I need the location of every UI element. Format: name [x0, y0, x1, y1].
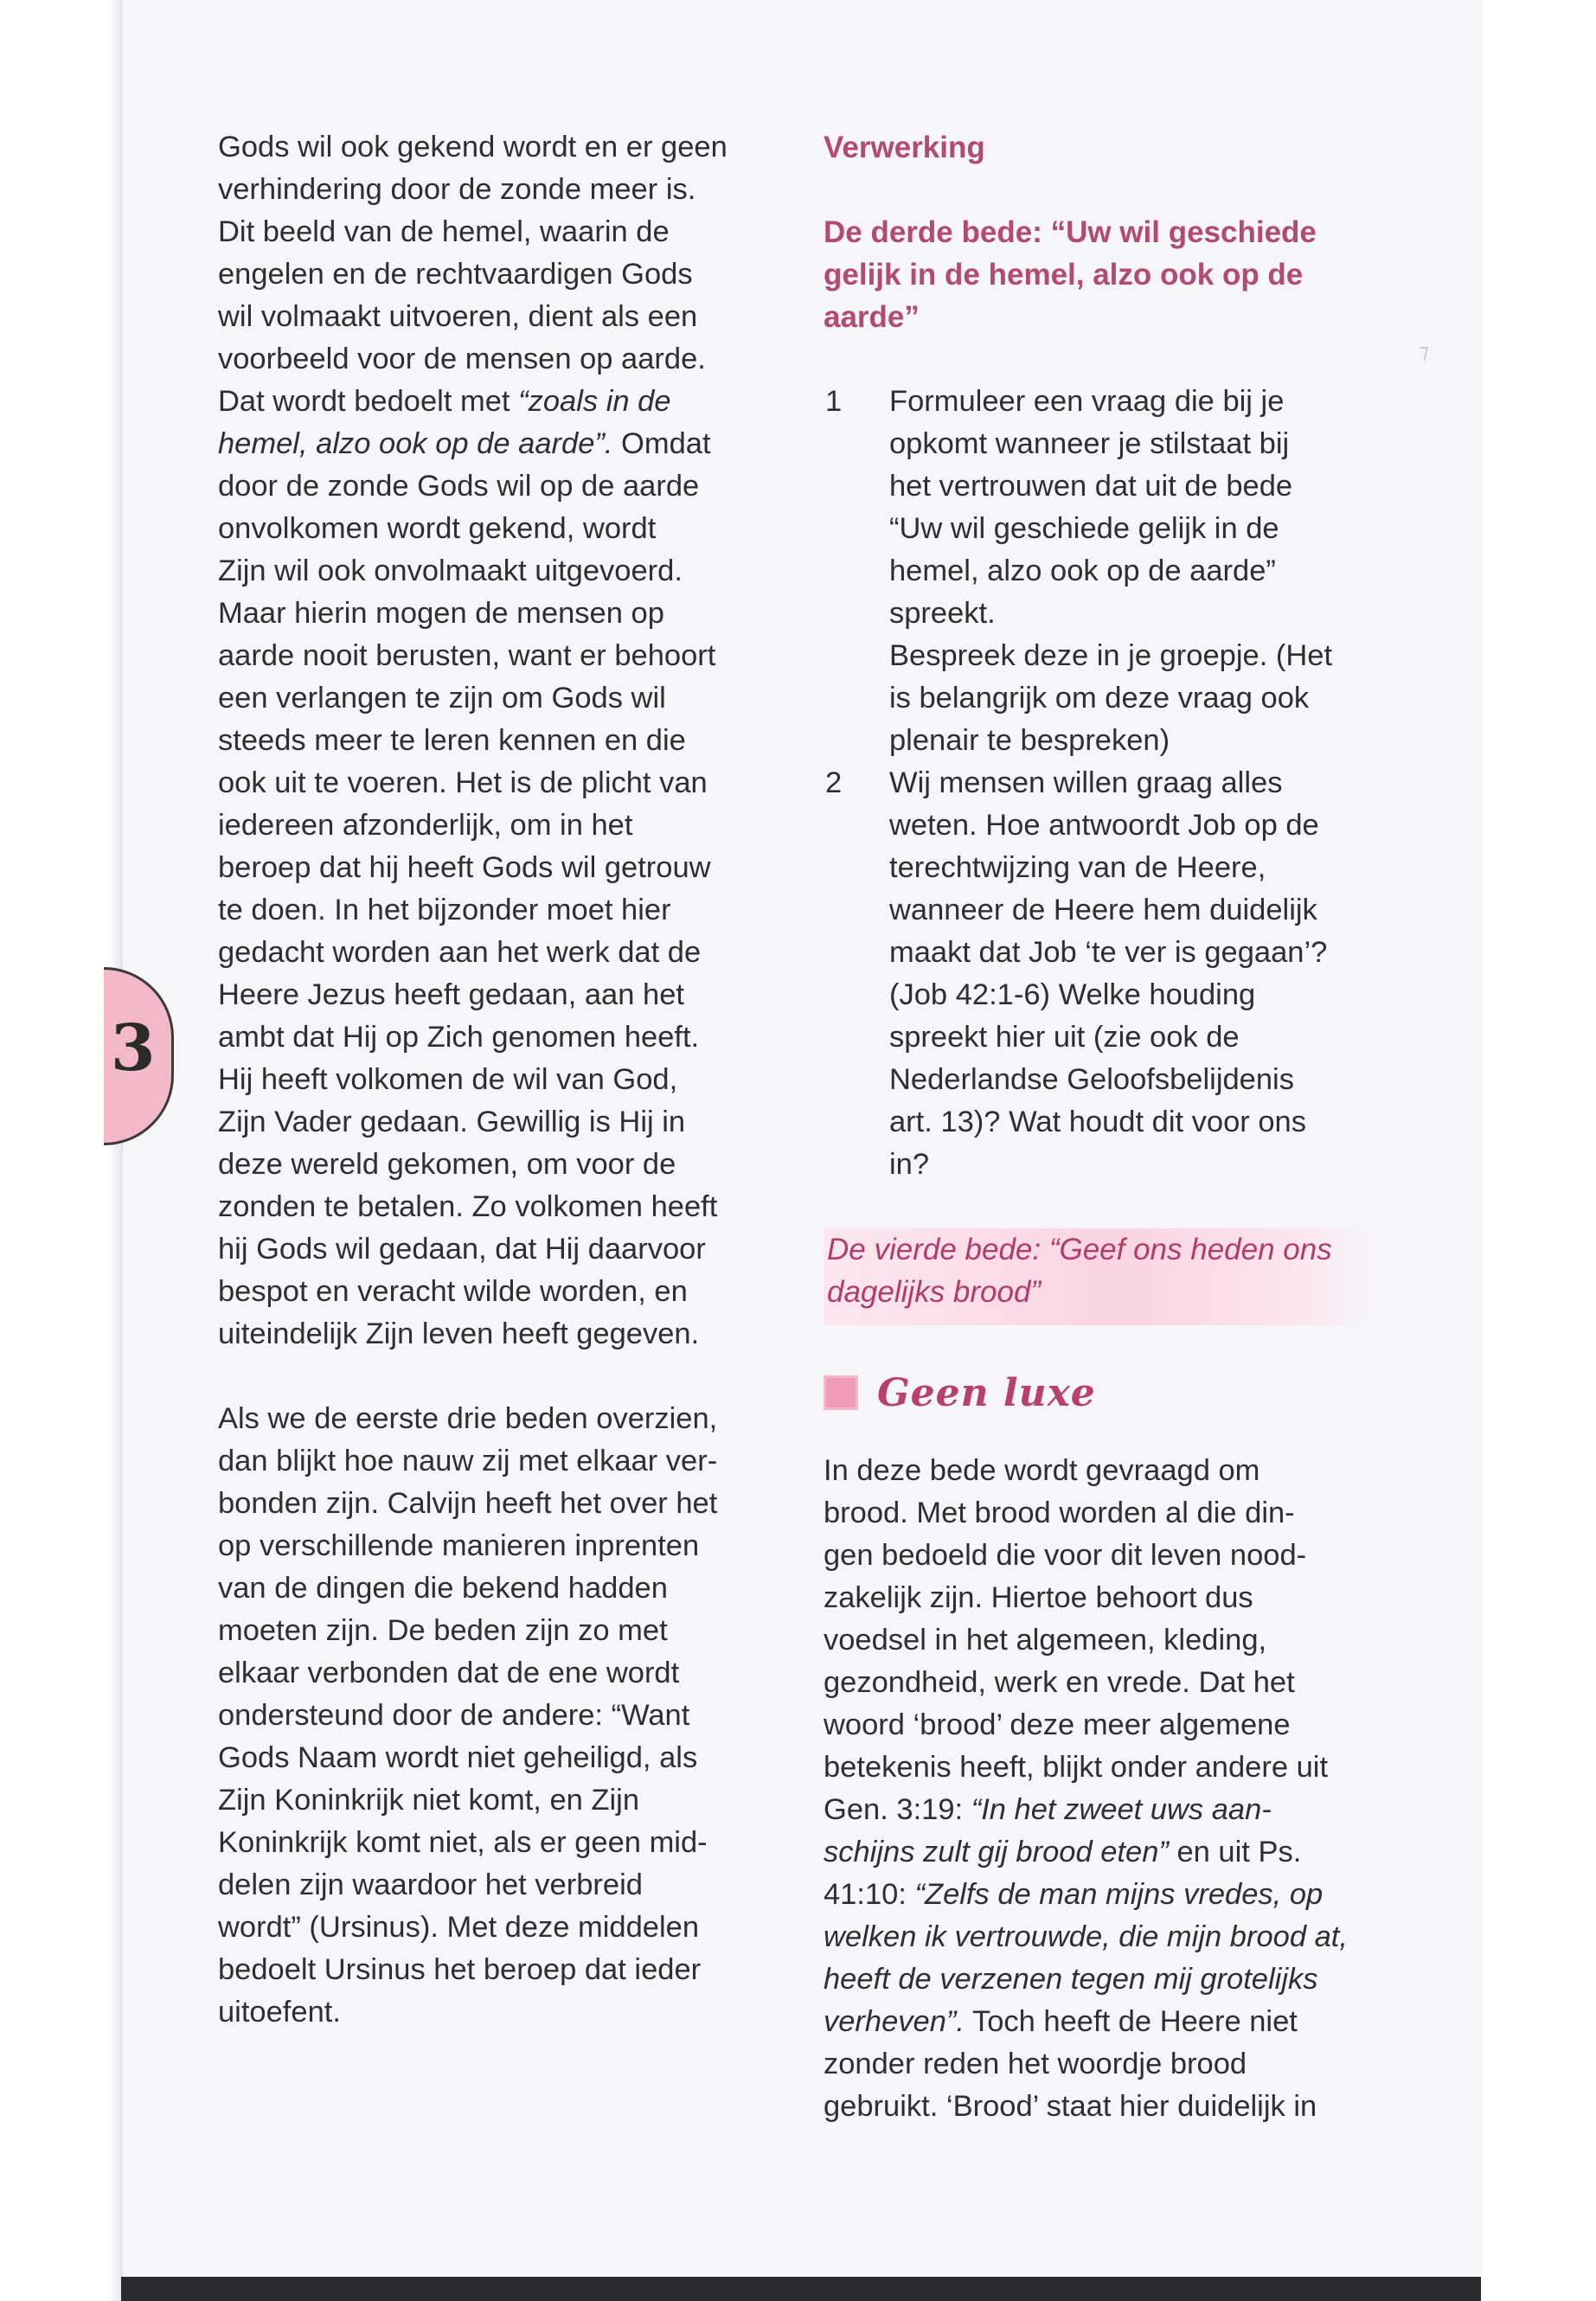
question-list [824, 381, 1360, 1186]
band-line: dagelijks brood” [827, 1275, 1042, 1309]
section-heading-verwerking: Verwerking [824, 131, 985, 164]
text-line: Koninkrijk komt niet, als er geen mid- [218, 1826, 708, 1859]
text-line: Wij mensen willen graag alles [889, 766, 1283, 799]
text-line: aarde nooit berusten, want er behoort [218, 639, 716, 672]
text-line: Gods wil ook gekend wordt en er geen [218, 131, 727, 163]
text-line: Nederlandse Geloofsbelijdenis [889, 1063, 1294, 1096]
text-line [824, 1789, 1360, 1831]
text-line: elkaar verbonden dat de ene wordt [218, 1657, 680, 1689]
text-line: (Job 42:1-6) Welke houding [889, 978, 1256, 1011]
text-line: weten. Hoe antwoordt Job op de [889, 809, 1319, 842]
text-line: woord ‘brood’ deze meer algemene [824, 1708, 1291, 1741]
text-line: Zijn Vader gedaan. Gewillig is Hij in [218, 1106, 686, 1138]
quote-run: verheven”. [824, 2005, 965, 2038]
text-line: bonden zijn. Calvijn heeft het over het [218, 1487, 718, 1520]
text-line: brood. Met brood worden al die din- [824, 1497, 1295, 1529]
text-line: deze wereld gekomen, om voor de [218, 1148, 676, 1181]
text-line: In deze bede wordt gevraagd om [824, 1454, 1260, 1487]
text-line: beroep dat hij heeft Gods wil getrouw [218, 851, 711, 884]
text-line: uitoefent. [218, 1996, 341, 2029]
text-line: dan blijkt hoe nauw zij met elkaar ver- [218, 1445, 718, 1477]
text-line [824, 1831, 1360, 1874]
text-line: gebruikt. ‘Brood’ staat hier duidelijk in [824, 2090, 1317, 2123]
text-line: plenair te bespreken) [889, 724, 1170, 757]
quote-run: “Zelfs de man mijns vredes, op [914, 1878, 1324, 1911]
text-line: wordt” (Ursinus). Met deze middelen [218, 1911, 700, 1944]
text-line: is belangrijk om deze vraag ook [889, 682, 1310, 715]
body-paragraph [824, 1450, 1360, 2128]
text-line: “Uw wil geschiede gelijk in de [889, 512, 1279, 545]
chapter-number: 3 [111, 1011, 156, 1086]
quote-run: welken ik vertrouwde, die mijn brood at, [824, 1920, 1348, 1953]
text-line: verhindering door de zonde meer is. [218, 173, 696, 206]
text-line: engelen en de rechtvaardigen Gods [218, 258, 693, 291]
text-line: moeten zijn. De beden zijn zo met [218, 1614, 668, 1647]
text-line: spreekt. [889, 597, 996, 630]
quote-run: “zoals in de [518, 385, 671, 418]
subheading-derde-bede [824, 211, 1360, 338]
text-run: 41:10: [824, 1878, 915, 1911]
text-line: in? [889, 1148, 930, 1181]
text-line: zakelijk zijn. Hiertoe behoort dus [824, 1581, 1253, 1614]
text-line: Zijn wil ook onvolmaakt uitgevoerd. [218, 554, 683, 587]
text-line: een verlangen te zijn om Gods wil [218, 682, 666, 715]
page-edge-shadow [108, 0, 122, 2301]
text-line: spreekt hier uit (zie ook de [889, 1021, 1240, 1054]
question-item [824, 762, 1360, 1186]
quote-run: heeft de verzenen tegen mij grotelijks [824, 1963, 1318, 1996]
subheading-line: De derde bede: “Uw wil geschiede [824, 215, 1317, 249]
text-line: het vertrouwen dat uit de bede [889, 470, 1293, 503]
text-line: maakt dat Job ‘te ver is gegaan’? [889, 936, 1328, 969]
text-line: Als we de eerste drie beden overzien, [218, 1402, 718, 1435]
vierde-bede-band [824, 1228, 1367, 1325]
quote-run: “In het zweet uws aan- [971, 1793, 1272, 1826]
text-line: terechtwijzing van de Heere, [889, 851, 1266, 884]
text-line: hemel, alzo ook op de aarde” [889, 554, 1276, 587]
text-line: op verschillende manieren inprenten [218, 1529, 700, 1562]
text-line: voorbeeld voor de mensen op aarde. [218, 343, 706, 375]
text-line: door de zonde Gods wil op de aarde [218, 470, 700, 503]
text-run: en uit Ps. [1168, 1836, 1302, 1868]
subheading-line: gelijk in de hemel, alzo ook op de [824, 258, 1304, 292]
text-run: Toch heeft de Heere niet [965, 2005, 1298, 2038]
text-line: Zijn Koninkrijk niet komt, en Zijn [218, 1784, 640, 1817]
text-line: Formuleer een vraag die bij je [889, 385, 1285, 418]
question-item [824, 381, 1360, 762]
text-line: gezondheid, werk en vrede. Dat het [824, 1666, 1295, 1699]
text-line: zonder reden het woordje brood [824, 2048, 1247, 2080]
text-line: Hij heeft volkomen de wil van God, [218, 1063, 678, 1096]
text-line: te doen. In het bijzonder moet hier [218, 894, 671, 926]
text-line: ondersteund door de andere: “Want [218, 1699, 690, 1732]
text-line: Dit beeld van de hemel, waarin de [218, 215, 670, 248]
text-line: uiteindelijk Zijn leven heeft gegeven. [218, 1317, 700, 1350]
text-line: hij Gods wil gedaan, dat Hij daarvoor [218, 1233, 706, 1266]
text-run: Gen. 3:19: [824, 1793, 971, 1826]
text-line: steeds meer te leren kennen en die [218, 724, 686, 757]
text-line [218, 423, 772, 465]
text-line: Maar hierin mogen de mensen op [218, 597, 664, 630]
text-line: ook uit te voeren. Het is de plicht van [218, 766, 708, 799]
paragraph-2 [218, 1398, 772, 2034]
text-line: art. 13)? Wat houdt dit voor ons [889, 1106, 1306, 1138]
quote-run: schijns zult gij brood eten” [824, 1836, 1169, 1868]
text-line: bespot en veracht wilde worden, en [218, 1275, 688, 1308]
left-column [218, 126, 772, 2034]
text-line: ambt dat Hij op Zich genomen heeft. [218, 1021, 700, 1054]
text-line: zonden te betalen. Zo volkomen heeft [218, 1190, 718, 1223]
quote-run: hemel, alzo ook op de aarde”. [218, 427, 613, 460]
text-line: betekenis heeft, blijkt onder andere uit [824, 1751, 1329, 1784]
edge-mark-icon: ⁊ [1419, 340, 1429, 363]
text-line: iedereen afzonderlijk, om in het [218, 809, 633, 842]
text-line: delen zijn waardoor het verbreid [218, 1868, 643, 1901]
text-run: Omdat [612, 427, 711, 460]
paragraph-gap [218, 1356, 772, 1398]
text-line [824, 1958, 1360, 2001]
text-line: onvolkomen wordt gekend, wordt [218, 512, 657, 545]
text-line: gen bedoeld die voor dit leven nood- [824, 1539, 1307, 1572]
text-line: gedacht worden aan het werk dat de [218, 936, 702, 969]
subheading-line: aarde” [824, 300, 920, 334]
bottom-edge-bar [121, 2277, 1481, 2301]
question-text [889, 381, 1360, 762]
pink-square-icon [824, 1375, 858, 1410]
text-line: Bespreek deze in je groepje. (Het [889, 639, 1333, 672]
section-title-geen-luxe: Geen luxe [877, 1370, 1096, 1415]
text-line: bedoelt Ursinus het beroep dat ieder [218, 1953, 702, 1986]
text-line [824, 1874, 1360, 1916]
text-run: Dat wordt bedoelt met [218, 385, 519, 418]
text-line [824, 2001, 1360, 2043]
right-column [824, 126, 1360, 2128]
question-number: 2 [825, 766, 843, 799]
text-line: Heere Jezus heeft gedaan, aan het [218, 978, 684, 1011]
text-line: opkomt wanneer je stilstaat bij [889, 427, 1290, 460]
band-line: De vierde bede: “Geef ons heden ons [827, 1233, 1332, 1266]
text-line: wanneer de Heere hem duidelijk [889, 894, 1317, 926]
text-line: wil volmaakt uitvoeren, dient als een [218, 300, 698, 333]
paragraph-1 [218, 126, 772, 1356]
question-number: 1 [825, 385, 843, 418]
section-title-row [824, 1360, 1360, 1426]
text-line [218, 381, 772, 423]
text-line: voedsel in het algemeen, kleding, [824, 1624, 1267, 1657]
text-line: Gods Naam wordt niet geheiligd, als [218, 1741, 698, 1774]
text-line: van de dingen die bekend hadden [218, 1572, 668, 1605]
question-text [889, 762, 1360, 1186]
text-line [824, 1916, 1360, 1958]
